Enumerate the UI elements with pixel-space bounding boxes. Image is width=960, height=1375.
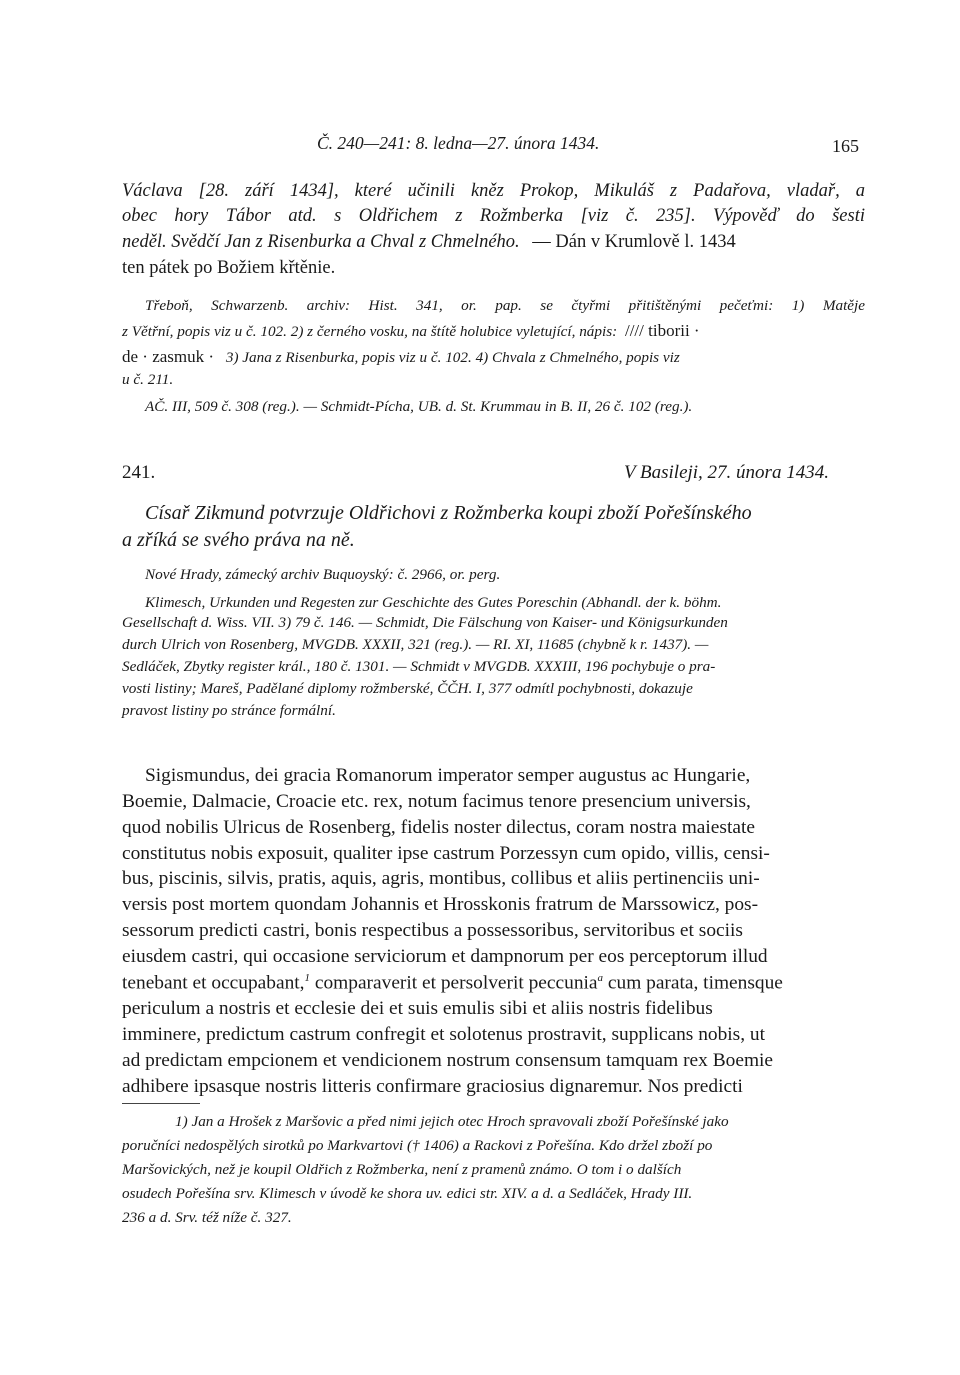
footnote-line-2: poručníci nedospělých sirotků po Markvartovi († 1406) a Rackovi z Pořešína. Kdo držel zboží po bbox=[122, 1137, 713, 1154]
archive-line-3-text: 3) Jana z Risenburka, popis viz u č. 102. 4) Chvala z Chmelného, popis viz bbox=[225, 349, 680, 366]
text-line-1: Sigismundus, dei gracia Romanorum imperator semper augustus ac Hungarie, bbox=[145, 765, 751, 786]
literature-line-2: Gesellschaft d. Wiss. VII. 3) 79 č. 146. — Schmidt, Die Fälschung von Kaiser- und Königsurkunden bbox=[122, 614, 728, 631]
archive-line-4: u č. 211. bbox=[122, 371, 174, 388]
seal-inscription-part-1: //// tiborii · bbox=[624, 321, 700, 340]
text-line-13: adhibere ipsasque nostris litteris confirmare graciosius dignaremur. Nos predicti bbox=[122, 1076, 743, 1097]
text-line-4: constitutus nobis exposuit, qualiter ipse castrum Porzessyn cum opido, villis, censi- bbox=[122, 843, 770, 864]
archive-line-2 bbox=[122, 321, 700, 341]
intro-line-2: obec hory Tábor atd. s Oldřichem z Rožmberka [viz č. 235]. Výpověď do šesti bbox=[122, 206, 865, 226]
seal-inscription-part-2: de · zasmuk · bbox=[122, 347, 215, 366]
literature-line-1: Klimesch, Urkunden und Regesten zur Geschichte des Gutes Poreschin (Abhandl. der k. böhm. bbox=[145, 594, 722, 611]
text-line-2: Boemie, Dalmacie, Croacie etc. rex, notum facimus tenore presencium universis, bbox=[122, 791, 751, 812]
text-line-11: imminere, predictum castrum confregit et solotenus prostravit, supplicans nobis, ut bbox=[122, 1024, 765, 1045]
page-number: 165 bbox=[832, 136, 859, 156]
intro-line-3-witnesses: neděl. Svědčí Jan z Risenburka a Chval z Chmelného. bbox=[122, 232, 520, 252]
text-line-9 bbox=[122, 972, 783, 994]
footnote-divider bbox=[122, 1103, 200, 1104]
text-line-5: bus, piscinis, silvis, pratis, aquis, agris, montibus, collibus et aliis pertinenciis uni- bbox=[122, 868, 760, 889]
footnote-line-3: Maršovických, než je koupil Oldřich z Rožmberka, není z pramenů známo. O tom i o dalších bbox=[122, 1161, 682, 1178]
text-line-8: eiusdem castri, qui occasione serviciorum et dampnorum per eos perceptorum illud bbox=[122, 946, 768, 967]
literature-line-240: AČ. III, 509 č. 308 (reg.). — Schmidt-Pícha, UB. d. St. Krummau in B. II, 26 č. 102 (reg.). bbox=[145, 398, 693, 415]
text-line-3: quod nobilis Ulricus de Rosenberg, fidelis noster dilectus, coram nostra maiestate bbox=[122, 817, 755, 838]
summary-line-2: a zříká se svého práva na ně. bbox=[122, 529, 355, 551]
text-line-10: periculum a nostris et ecclesie dei et suis emulis sibi et aliis nostris fidelibus bbox=[122, 998, 713, 1019]
summary-line-1: Císař Zikmund potvrzuje Oldřichovi z Rožmberka koupi zboží Pořešínského bbox=[145, 502, 752, 524]
document-number: 241. bbox=[122, 462, 156, 483]
intro-line-4: ten pátek po Božiem křtěnie. bbox=[122, 258, 336, 278]
textual-note-mark-a: a bbox=[597, 972, 604, 984]
running-title: Č. 240—241: 8. ledna—27. února 1434. bbox=[317, 133, 600, 153]
text-line-7: sessorum predicti castri, bonis respectibus a possessoribus, servitoribus et sociis bbox=[122, 920, 743, 941]
text-line-9-part-1: tenebant et occupabant, bbox=[122, 972, 305, 994]
text-line-6: versis post mortem quondam Johannis et Hrosskonis fratrum de Marssowicz, pos- bbox=[122, 894, 759, 915]
literature-line-5: vosti listiny; Mareš, Padělané diplomy rožmberské, ČČH. I, 377 odmítl pochybnosti, dokazuje bbox=[122, 680, 693, 697]
archive-line-241: Nové Hrady, zámecký archiv Buquoyský: č. 2966, or. perg. bbox=[145, 566, 501, 583]
archive-line-3 bbox=[122, 347, 680, 367]
footnote-line-1: 1) Jan a Hrošek z Maršovic a před nimi jejich otec Hroch spravovali zboží Pořešínské jako bbox=[175, 1113, 729, 1130]
footnote-line-5: 236 a d. Srv. též níže č. 327. bbox=[122, 1209, 292, 1226]
text-line-12: ad predictam empcionem et vendicionem nostrum consensum tamquam rex Boemie bbox=[122, 1050, 774, 1071]
literature-line-3: durch Ulrich von Rosenberg, MVGDB. XXXII, 321 (reg.). — RI. XI, 11685 (chybně k r. 1437). — bbox=[122, 636, 709, 653]
place-date: V Basileji, 27. února 1434. bbox=[624, 462, 829, 483]
footnote-line-4: osudech Pořešína srv. Klimesch v úvodě ke shora uv. edici str. XIV. a d. a Sedláček, Hrady III. bbox=[122, 1185, 693, 1202]
intro-line-3-dating: — Dán v Krumlově l. 1434 bbox=[532, 232, 736, 252]
intro-line-3 bbox=[122, 232, 736, 253]
archive-line-2-text: z Větřní, popis viz u č. 102. 2) z černého vosku, na štítě holubice vyletující, nápis: bbox=[122, 323, 618, 340]
text-line-9-part-3: cum parata, timensque bbox=[607, 972, 783, 994]
footnote-mark-1: 1 bbox=[304, 972, 311, 984]
literature-line-4: Sedláček, Zbytky register král., 180 č. 1301. — Schmidt v MVGDB. XXXIII, 196 pochybuje o pra- bbox=[122, 658, 716, 675]
text-line-9-part-2: comparaverit et persolverit peccunia bbox=[314, 972, 598, 994]
intro-line-1: Václava [28. září 1434], které učinili kněz Prokop, Mikuláš z Padařova, vladař, a bbox=[122, 181, 865, 201]
archive-line-1: Třeboň, Schwarzenb. archiv: Hist. 341, or. pap. se čtyřmi přitištěnými pečeťmi: 1) Matěje bbox=[145, 297, 865, 314]
literature-line-6: pravost listiny po stránce formální. bbox=[122, 702, 336, 719]
